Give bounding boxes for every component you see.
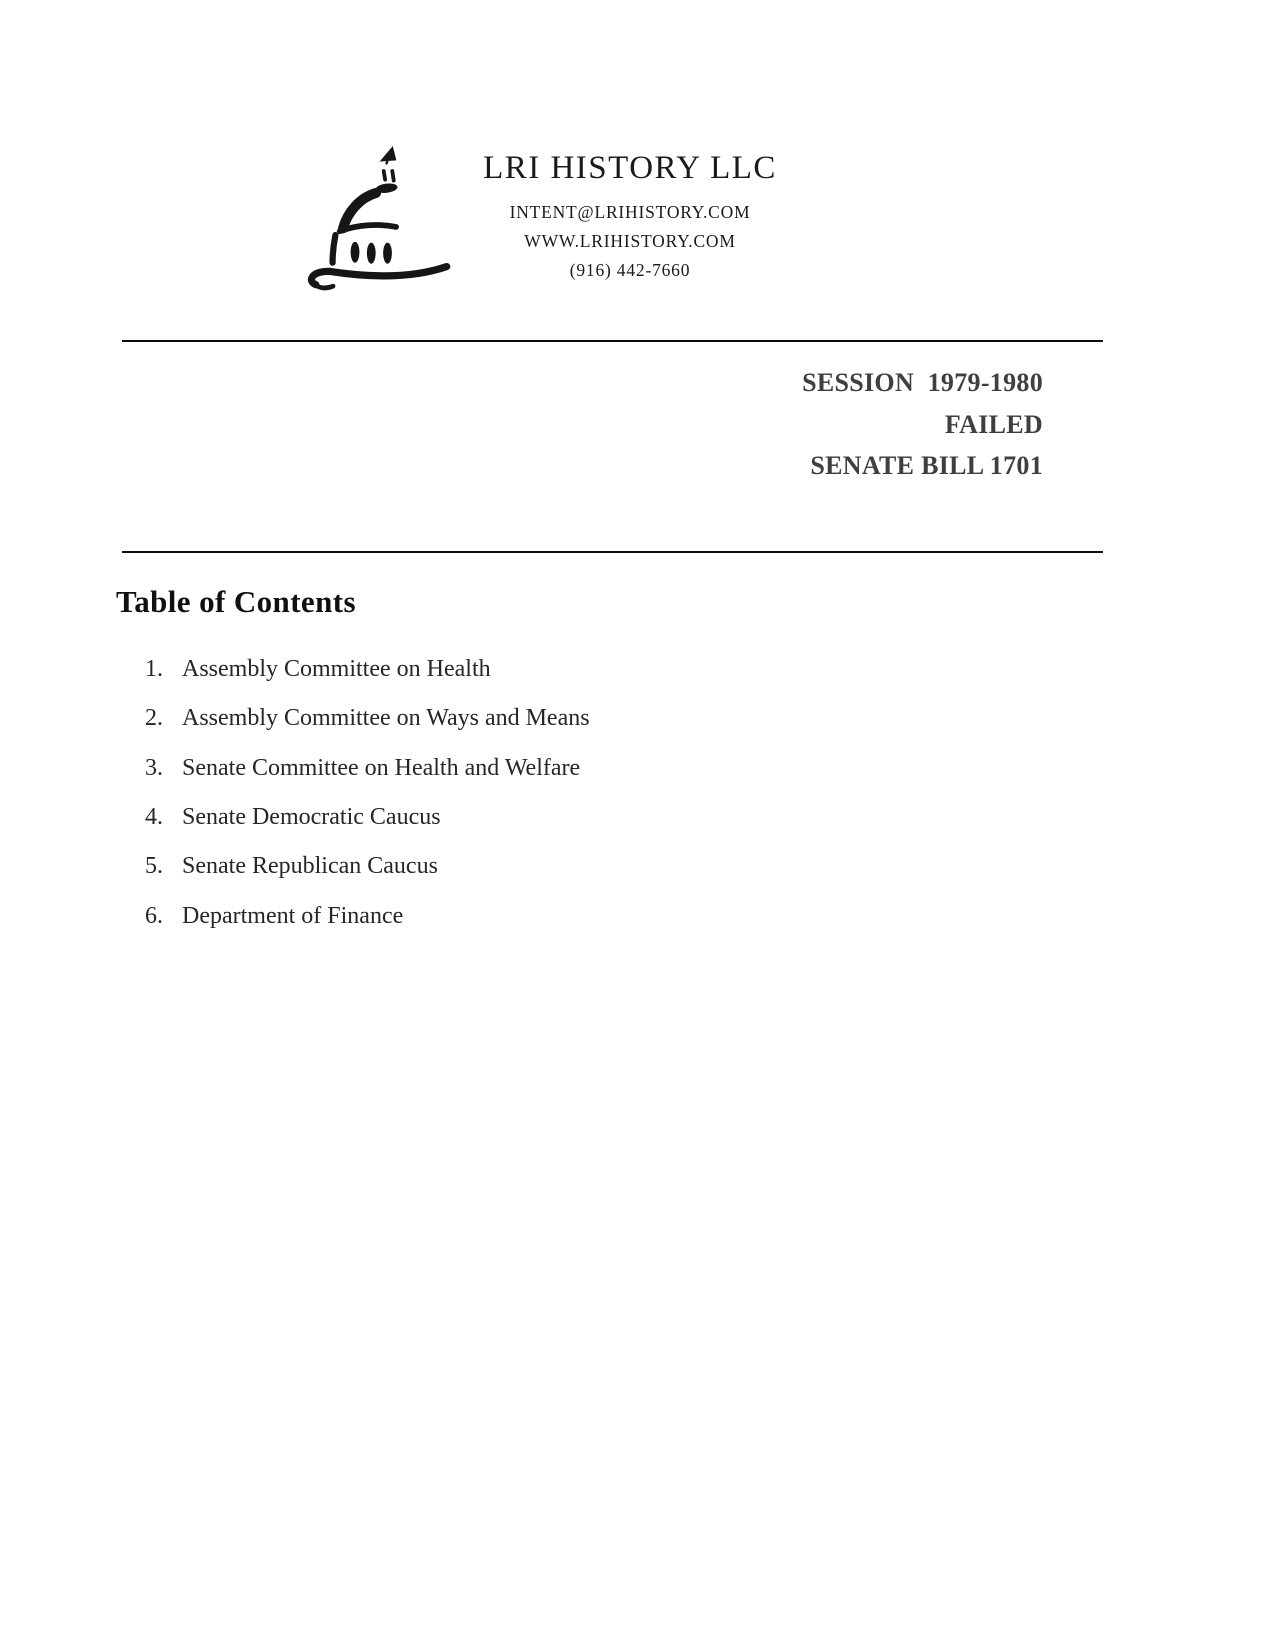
- org-phone: (916) 442-7660: [569, 260, 691, 280]
- toc-item: [145, 842, 590, 891]
- toc-item-number: 2.: [145, 705, 163, 732]
- toc-item-label: Department of Finance: [182, 902, 404, 929]
- session-line: SESSION 1979-1980: [802, 368, 1043, 397]
- divider-bottom: [122, 551, 1103, 553]
- toc-list: [145, 645, 590, 941]
- toc-item-label: Senate Committee on Health and Welfare: [182, 754, 581, 781]
- toc-item-label: Assembly Committee on Ways and Means: [182, 705, 590, 732]
- letterhead: [455, 150, 805, 285]
- toc-item: [145, 744, 590, 793]
- capitol-dome-logo-icon: [291, 128, 463, 300]
- org-website: WWW.LRIHISTORY.COM: [524, 231, 736, 251]
- toc-item-number: 3.: [145, 754, 163, 781]
- org-name: LRI HISTORY LLC: [483, 150, 777, 186]
- toc-item: [145, 645, 590, 694]
- toc-item-number: 1.: [145, 656, 163, 683]
- toc-title: Table of Contents: [116, 584, 356, 619]
- org-email: INTENT@LRIHISTORY.COM: [509, 202, 751, 222]
- toc-item: [145, 694, 590, 743]
- toc-item-number: 5.: [145, 853, 163, 880]
- bill-number-line: SENATE BILL 1701: [810, 451, 1043, 480]
- toc-item-label: Senate Republican Caucus: [182, 853, 438, 880]
- toc-item-number: 6.: [145, 902, 163, 929]
- toc-item-number: 4.: [145, 804, 163, 831]
- toc-item: [145, 891, 590, 940]
- status-line: FAILED: [944, 409, 1043, 439]
- toc-item-label: Senate Democratic Caucus: [182, 804, 441, 831]
- divider-top: [122, 340, 1103, 342]
- toc-item-label: Assembly Committee on Health: [182, 656, 491, 683]
- org-contact-block: [455, 198, 805, 285]
- toc-item: [145, 793, 590, 842]
- bill-header: [802, 362, 1043, 487]
